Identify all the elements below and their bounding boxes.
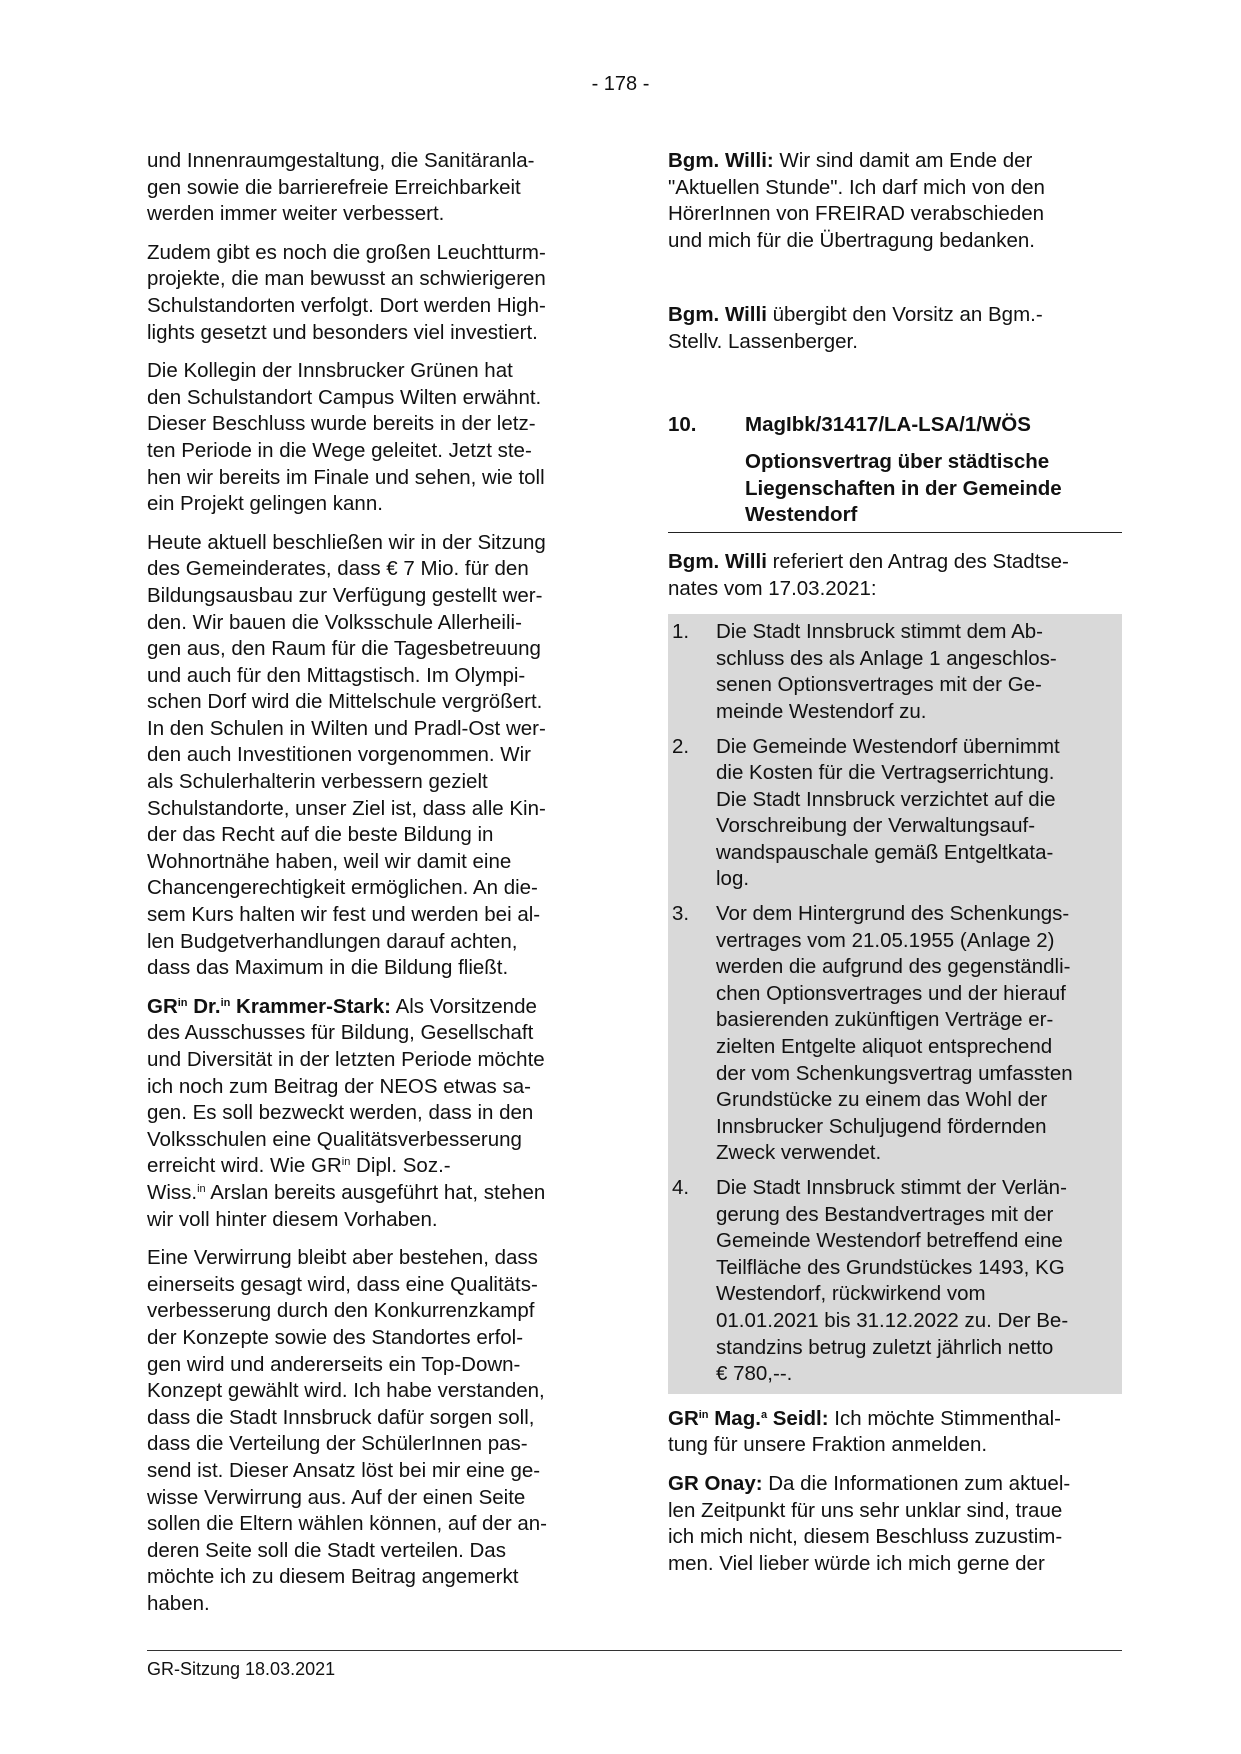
paragraph: und Innenraumgestaltung, die Sanitäranla- gen sowie die barrierefreie Erreichbarkeit werden immer weiter verbessert. [147, 149, 535, 226]
motion-item: 3. Vor dem Hintergrund des Schenkungs- vertrages vom 21.05.1955 (Anlage 2) werden die aufgrund des gegenständli- chen Optionsvertrages und der hierauf basierenden zukünftigen Verträge er- zielten Entgelte aliquot entsprechend der vom Schenkungsvertrag umfassten Grundstücke zu einem das Wohl der Innsbrucker Schuljugend fördernden Zweck verwendet. [672, 901, 1116, 1167]
speaker-paragraph: Bgm. Willi übergibt den Vorsitz an Bgm.- Stellv. Lassenberger. [668, 303, 1043, 353]
motion-item: 4. Die Stadt Innsbruck stimmt der Verlän- gerung des Bestandvertrages mit der Gemeinde Westendorf betreffend eine Teilfläche des Grundstückes 1493, KG Westendorf, rückwirkend vom 01.01.2021 bis 31.12.2022 zu. Der Be- standzins betrug zuletzt jährlich netto € 780,--. [672, 1175, 1116, 1388]
speaker-paragraph: Bgm. Willi: Wir sind damit am Ende der "Aktuellen Stunde". Ich darf mich von den HörerInnen von FREIRAD verabschieden und mich für die Übertragung bedanken. [668, 149, 1045, 252]
right-column [668, 148, 1122, 1589]
speaker-name: GR Onay: [668, 1471, 763, 1495]
speaker-name: Bgm. Willi [668, 303, 767, 327]
motion-item: 1. Die Stadt Innsbruck stimmt dem Ab- schluss des als Anlage 1 angeschlos- senen Optionsvertrages mit der Ge- meinde Westendorf zu. [672, 619, 1116, 725]
agenda-subject: Optionsvertrag über städtische Liegenschaften in der Gemeinde Westendorf [745, 450, 1062, 527]
agenda-item-heading [668, 412, 1122, 439]
spacer [668, 266, 1122, 302]
speaker-name: $GR^{in}$ Dr.$^{in}$ Krammer-Stark: [147, 994, 392, 1018]
speaker-name: Bgm. Willi: [668, 149, 774, 172]
speaker-name: Bgm. Willi [668, 549, 767, 573]
motion-item-number: 3. [672, 902, 690, 926]
paragraph: Zudem gibt es noch die großen Leuchtturm- projekte, die man bewusst an schwierigeren Schulstandorten verfolgt. Dort werden High- lights gesetzt und besonders viel investiert. [147, 240, 546, 344]
paragraph: Die Kollegin der Innsbrucker Grünen hat den Schulstandort Campus Wilten erwähnt. Dieser Beschluss wurde bereits in der letz- ten Periode in die Wege geleitet. Jetzt ste- hen wir bereits im Finale und sehen, wie toll ein Projekt gelingen kann. [147, 359, 545, 516]
motion-box [668, 614, 1122, 1394]
motion-item: 2. Die Gemeinde Westendorf übernimmt die Kosten für die Vertragserrichtung. Die Stadt Innsbruck verzichtet auf die Vorschreibung der Verwaltungsauf- wandspauschale gemäß Entgeltkata- log. [672, 734, 1116, 894]
speaker-paragraph: Bgm. Willi referiert den Antrag des Stadtse- nates vom 17.03.2021: [668, 549, 1069, 600]
motion-item-number: 1. [672, 620, 690, 644]
agenda-number: 10. [668, 412, 697, 436]
footer-session-date: GR-Sitzung 18.03.2021 [147, 1659, 336, 1679]
page-number: - 178 - [591, 73, 650, 95]
motion-item-number: 4. [672, 1176, 690, 1199]
motion-item-number: 2. [672, 734, 690, 758]
spacer [668, 368, 1122, 412]
left-column [147, 148, 597, 1629]
divider [668, 532, 1122, 533]
speaker-paragraph: $GR^{in}$ Mag.$^a$ Seidl: Ich möchte Stimmenthal- tung für unsere Fraktion anmelden. [668, 1406, 1061, 1457]
agenda-reference: MagIbk/31417/LA-LSA/1/WÖS [745, 412, 1031, 436]
paragraph: Heute aktuell beschließen wir in der Sitzung des Gemeinderates, dass € 7 Mio. für den Bildungsausbau zur Verfügung gestellt wer- den. Wir bauen die Volksschule Allerheili- gen aus, den Raum für die Tagesbetreuung und auch für den Mittagstisch. Im Olympi- schen Dorf wird die Mittelschule vergrößert. In den Schulen in Wilten und Pradl-Ost wer- den auch Investitionen vorgenommen. Wir als Schulerhalterin verbessern gezielt Schulstandorte, unser Ziel ist, dass alle Kin- der das Recht auf die beste Bildung in Wohnortnähe haben, weil wir damit eine Chancengerechtigkeit ermöglichen. An die- sem Kurs halten wir fest und werden bei al- len Budgetverhandlungen darauf achten, dass das Maximum in die Bildung fließt. [147, 530, 546, 980]
speaker-paragraph: GR Onay: Da die Informationen zum aktuel- len Zeitpunkt für uns sehr unklar sind, traue ich mich nicht, diesem Beschluss zuzustim- men. Viel lieber würde ich mich gerne der [668, 1471, 1071, 1575]
footer-divider [147, 1650, 1122, 1651]
speaker-paragraph: $GR^{in}$ Dr.$^{in}$ Krammer-Stark: Als Vorsitzende des Ausschusses für Bildung, Gesellschaft und Diversität in der letzten Periode möchte ich noch zum Beitrag der NEOS etwas sa- gen. Es soll bezweckt werden, dass in den Volksschulen eine Qualitätsverbesserung erreicht wird. Wie $GR^{in}$ Dipl. Soz.- Wiss.$^{in}$ Arslan bereits ausgeführt hat, stehen wir voll hinter diesem Vorhaben. [147, 994, 546, 1231]
paragraph: Eine Verwirrung bleibt aber bestehen, dass einerseits gesagt wird, dass eine Qualitäts- verbesserung durch den Konkurrenzkampf der Konzepte sowie des Standortes erfol- gen wird und andererseits ein Top-Down- Konzept gewählt wird. Ich habe verstanden, dass die Stadt Innsbruck dafür sorgen soll, dass die Verteilung der SchülerInnen pas- send ist. Dieser Ansatz löst bei mir eine ge- wisse Verwirrung aus. Auf der einen Seite sollen die Eltern wählen können, auf der an- deren Seite soll die Stadt verteilen. Das möchte ich zu diesem Beitrag angemerkt haben. [147, 1246, 548, 1615]
speaker-name: $GR^{in}$ Mag.$^a$ Seidl: [668, 1406, 829, 1430]
